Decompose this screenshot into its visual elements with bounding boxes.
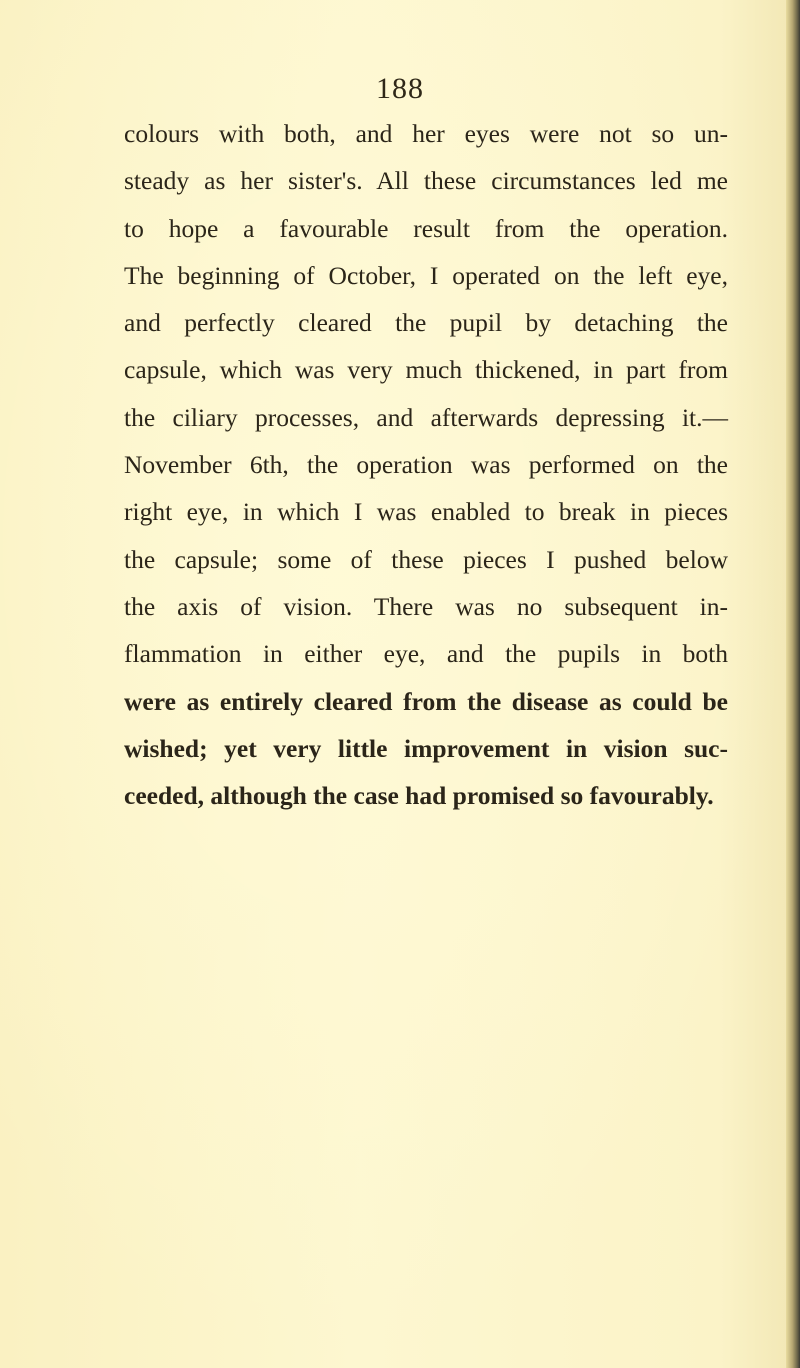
text-line-3: to hope a favourable result from the operation.: [124, 213, 728, 243]
text-line-10: the capsule; some of these pieces I pushed below: [124, 544, 728, 574]
text-line-5: and perfectly cleared the pupil by detaching the: [124, 308, 728, 338]
text-line-1: colours with both, and her eyes were not so un-: [124, 119, 728, 148]
text-line-8: November 6th, the operation was performed on the: [124, 450, 728, 480]
body-text: [124, 110, 728, 819]
text-line-12: flammation in either eye, and the pupils in both: [124, 639, 728, 669]
text-line-15: ceeded, although the case had promised so favourably.: [124, 781, 714, 811]
text-line-14: wished; yet very little improvement in vision suc-: [124, 733, 728, 763]
text-line-7: the ciliary processes, and afterwards depressing it.—: [124, 402, 728, 432]
text-line-6: capsule, which was very much thickened, in part from: [124, 355, 728, 385]
text-line-9: right eye, in which I was enabled to break in pieces: [124, 497, 728, 527]
page-number: 188: [376, 72, 424, 105]
text-line-13: were as entirely cleared from the disease as could be: [124, 686, 728, 716]
text-line-4: The beginning of October, I operated on the left eye,: [124, 260, 728, 290]
text-line-11: the axis of vision. There was no subsequent in-: [124, 591, 728, 621]
page-edge-shadow: [786, 0, 800, 1368]
text-line-2: steady as her sister's. All these circumstances led me: [124, 166, 728, 196]
